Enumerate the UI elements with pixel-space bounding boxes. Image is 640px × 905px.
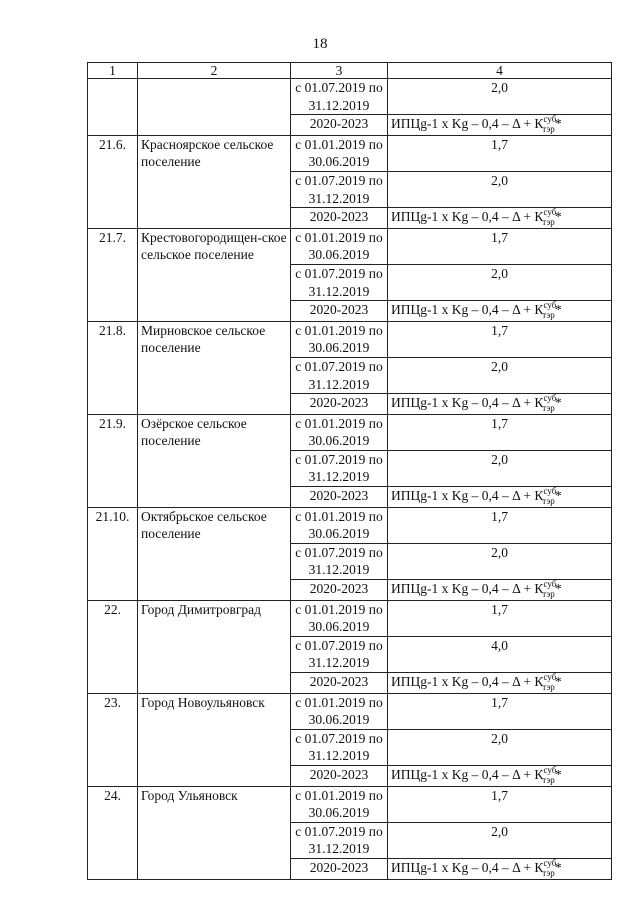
period-cell: с 01.01.2019 по 30.06.2019 bbox=[291, 786, 388, 822]
period-cell: 2020-2023 bbox=[291, 673, 388, 694]
index-formula bbox=[388, 673, 612, 694]
index-formula bbox=[388, 858, 612, 879]
index-value: 2,0 bbox=[388, 450, 612, 486]
index-value: 1,7 bbox=[388, 414, 612, 450]
period-cell: с 01.01.2019 по 30.06.2019 bbox=[291, 414, 388, 450]
row-number: 22. bbox=[88, 600, 138, 693]
table-row bbox=[88, 321, 612, 357]
formula-asterisk: * bbox=[554, 581, 562, 597]
table-row bbox=[88, 79, 612, 115]
formula-superscript: суб bbox=[543, 857, 557, 868]
table-row bbox=[88, 228, 612, 264]
row-number: 21.10. bbox=[88, 507, 138, 600]
formula-asterisk: * bbox=[554, 488, 562, 504]
municipality-name: Красноярское сельское поселение bbox=[138, 135, 291, 228]
header-cell: 3 bbox=[291, 63, 388, 79]
municipality-name: Мирновское сельское поселение bbox=[138, 321, 291, 414]
period-cell: с 01.07.2019 по 31.12.2019 bbox=[291, 450, 388, 486]
row-number: 21.6. bbox=[88, 135, 138, 228]
period-cell: с 01.01.2019 по 30.06.2019 bbox=[291, 600, 388, 636]
formula-asterisk: * bbox=[554, 395, 562, 411]
period-cell: с 01.01.2019 по 30.06.2019 bbox=[291, 321, 388, 357]
header-cell: 2 bbox=[138, 63, 291, 79]
municipality-name: Озёрское сельское поселение bbox=[138, 414, 291, 507]
table-row bbox=[88, 507, 612, 543]
period-cell: с 01.07.2019 по 31.12.2019 bbox=[291, 171, 388, 207]
period-cell: с 01.01.2019 по 30.06.2019 bbox=[291, 693, 388, 729]
index-value: 2,0 bbox=[388, 79, 612, 115]
period-cell: с 01.01.2019 по 30.06.2019 bbox=[291, 135, 388, 171]
period-cell: 2020-2023 bbox=[291, 858, 388, 879]
index-value: 2,0 bbox=[388, 822, 612, 858]
index-formula bbox=[388, 580, 612, 601]
row-number: 21.7. bbox=[88, 228, 138, 321]
formula-asterisk: * bbox=[554, 302, 562, 318]
formula-asterisk: * bbox=[554, 674, 562, 689]
formula-superscript: суб bbox=[543, 579, 557, 590]
index-value: 1,7 bbox=[388, 135, 612, 171]
row-number: 23. bbox=[88, 693, 138, 786]
formula-main: ИПЦg-1 х Kg – 0,4 – Δ + К bbox=[391, 488, 544, 504]
index-formula bbox=[388, 765, 612, 786]
index-value: 2,0 bbox=[388, 357, 612, 393]
formula-superscript: суб bbox=[543, 393, 557, 404]
municipality-name: Октябрьское сельское поселение bbox=[138, 507, 291, 600]
municipality-name: Крестовогородищен-ское сельское поселение bbox=[138, 228, 291, 321]
tariff-table bbox=[87, 62, 612, 880]
formula-main: ИПЦg-1 х Kg – 0,4 – Δ + К bbox=[391, 116, 544, 132]
period-cell: с 01.07.2019 по 31.12.2019 bbox=[291, 79, 388, 115]
formula-asterisk: * bbox=[554, 859, 562, 875]
formula-superscript: суб bbox=[543, 486, 557, 497]
row-number bbox=[88, 79, 138, 136]
period-cell: с 01.07.2019 по 31.12.2019 bbox=[291, 357, 388, 393]
period-cell: с 01.07.2019 по 31.12.2019 bbox=[291, 543, 388, 579]
index-formula bbox=[388, 394, 612, 415]
formula-superscript: суб bbox=[543, 207, 557, 218]
header-row bbox=[88, 63, 612, 79]
formula-superscript: суб bbox=[543, 300, 557, 311]
formula-main: ИПЦg-1 х Kg – 0,4 – Δ + К bbox=[391, 674, 544, 689]
formula-asterisk: * bbox=[554, 116, 562, 132]
formula-main: ИПЦg-1 х Kg – 0,4 – Δ + К bbox=[391, 859, 544, 875]
formula-main: ИПЦg-1 х Kg – 0,4 – Δ + К bbox=[391, 209, 544, 225]
index-formula bbox=[388, 208, 612, 229]
period-cell: с 01.07.2019 по 31.12.2019 bbox=[291, 636, 388, 672]
formula-subscript: тэр bbox=[542, 589, 555, 600]
table-row bbox=[88, 414, 612, 450]
index-value: 1,7 bbox=[388, 600, 612, 636]
period-cell: 2020-2023 bbox=[291, 208, 388, 229]
period-cell: 2020-2023 bbox=[291, 115, 388, 136]
municipality-name bbox=[138, 79, 291, 136]
index-value: 1,7 bbox=[388, 228, 612, 264]
formula-superscript: суб bbox=[543, 764, 557, 775]
formula-subscript: тэр bbox=[542, 310, 555, 321]
formula-subscript: тэр bbox=[542, 774, 555, 785]
municipality-name: Город Новоульяновск bbox=[138, 693, 291, 786]
period-cell: с 01.07.2019 по 31.12.2019 bbox=[291, 729, 388, 765]
index-value: 2,0 bbox=[388, 729, 612, 765]
formula-main: ИПЦg-1 х Kg – 0,4 – Δ + К bbox=[391, 395, 544, 411]
formula-main: ИПЦg-1 х Kg – 0,4 – Δ + К bbox=[391, 766, 544, 782]
row-number: 21.9. bbox=[88, 414, 138, 507]
formula-main: ИПЦg-1 х Kg – 0,4 – Δ + К bbox=[391, 581, 544, 597]
period-cell: с 01.07.2019 по 31.12.2019 bbox=[291, 264, 388, 300]
table-row bbox=[88, 600, 612, 636]
index-value: 2,0 bbox=[388, 264, 612, 300]
formula-subscript: тэр bbox=[542, 124, 555, 135]
table-row bbox=[88, 135, 612, 171]
formula-subscript: тэр bbox=[542, 403, 555, 414]
formula-asterisk: * bbox=[554, 766, 562, 782]
index-formula bbox=[388, 115, 612, 136]
period-cell: с 01.01.2019 по 30.06.2019 bbox=[291, 507, 388, 543]
index-value: 1,7 bbox=[388, 693, 612, 729]
formula-subscript: тэр bbox=[542, 682, 555, 692]
page-number: 18 bbox=[312, 36, 328, 52]
row-number: 24. bbox=[88, 786, 138, 879]
period-cell: 2020-2023 bbox=[291, 580, 388, 601]
municipality-name: Город Димитровград bbox=[138, 600, 291, 693]
table-row bbox=[88, 786, 612, 822]
period-cell: 2020-2023 bbox=[291, 301, 388, 322]
index-value: 4,0 bbox=[388, 636, 612, 672]
formula-asterisk: * bbox=[554, 209, 562, 225]
formula-subscript: тэр bbox=[542, 496, 555, 507]
row-number: 21.8. bbox=[88, 321, 138, 414]
index-value: 1,7 bbox=[388, 321, 612, 357]
period-cell: с 01.07.2019 по 31.12.2019 bbox=[291, 822, 388, 858]
municipality-name: Город Ульяновск bbox=[138, 786, 291, 879]
index-formula bbox=[388, 487, 612, 508]
header-cell: 1 bbox=[88, 63, 138, 79]
index-value: 2,0 bbox=[388, 543, 612, 579]
index-value: 2,0 bbox=[388, 171, 612, 207]
formula-superscript: суб bbox=[543, 114, 557, 125]
index-formula bbox=[388, 301, 612, 322]
formula-main: ИПЦg-1 х Kg – 0,4 – Δ + К bbox=[391, 302, 544, 318]
period-cell: 2020-2023 bbox=[291, 487, 388, 508]
formula-superscript: суб bbox=[543, 672, 557, 682]
period-cell: с 01.01.2019 по 30.06.2019 bbox=[291, 228, 388, 264]
period-cell: 2020-2023 bbox=[291, 394, 388, 415]
formula-subscript: тэр bbox=[542, 217, 555, 228]
period-cell: 2020-2023 bbox=[291, 765, 388, 786]
header-cell: 4 bbox=[388, 63, 612, 79]
index-value: 1,7 bbox=[388, 786, 612, 822]
formula-subscript: тэр bbox=[542, 867, 555, 878]
table-row bbox=[88, 693, 612, 729]
index-value: 1,7 bbox=[388, 507, 612, 543]
